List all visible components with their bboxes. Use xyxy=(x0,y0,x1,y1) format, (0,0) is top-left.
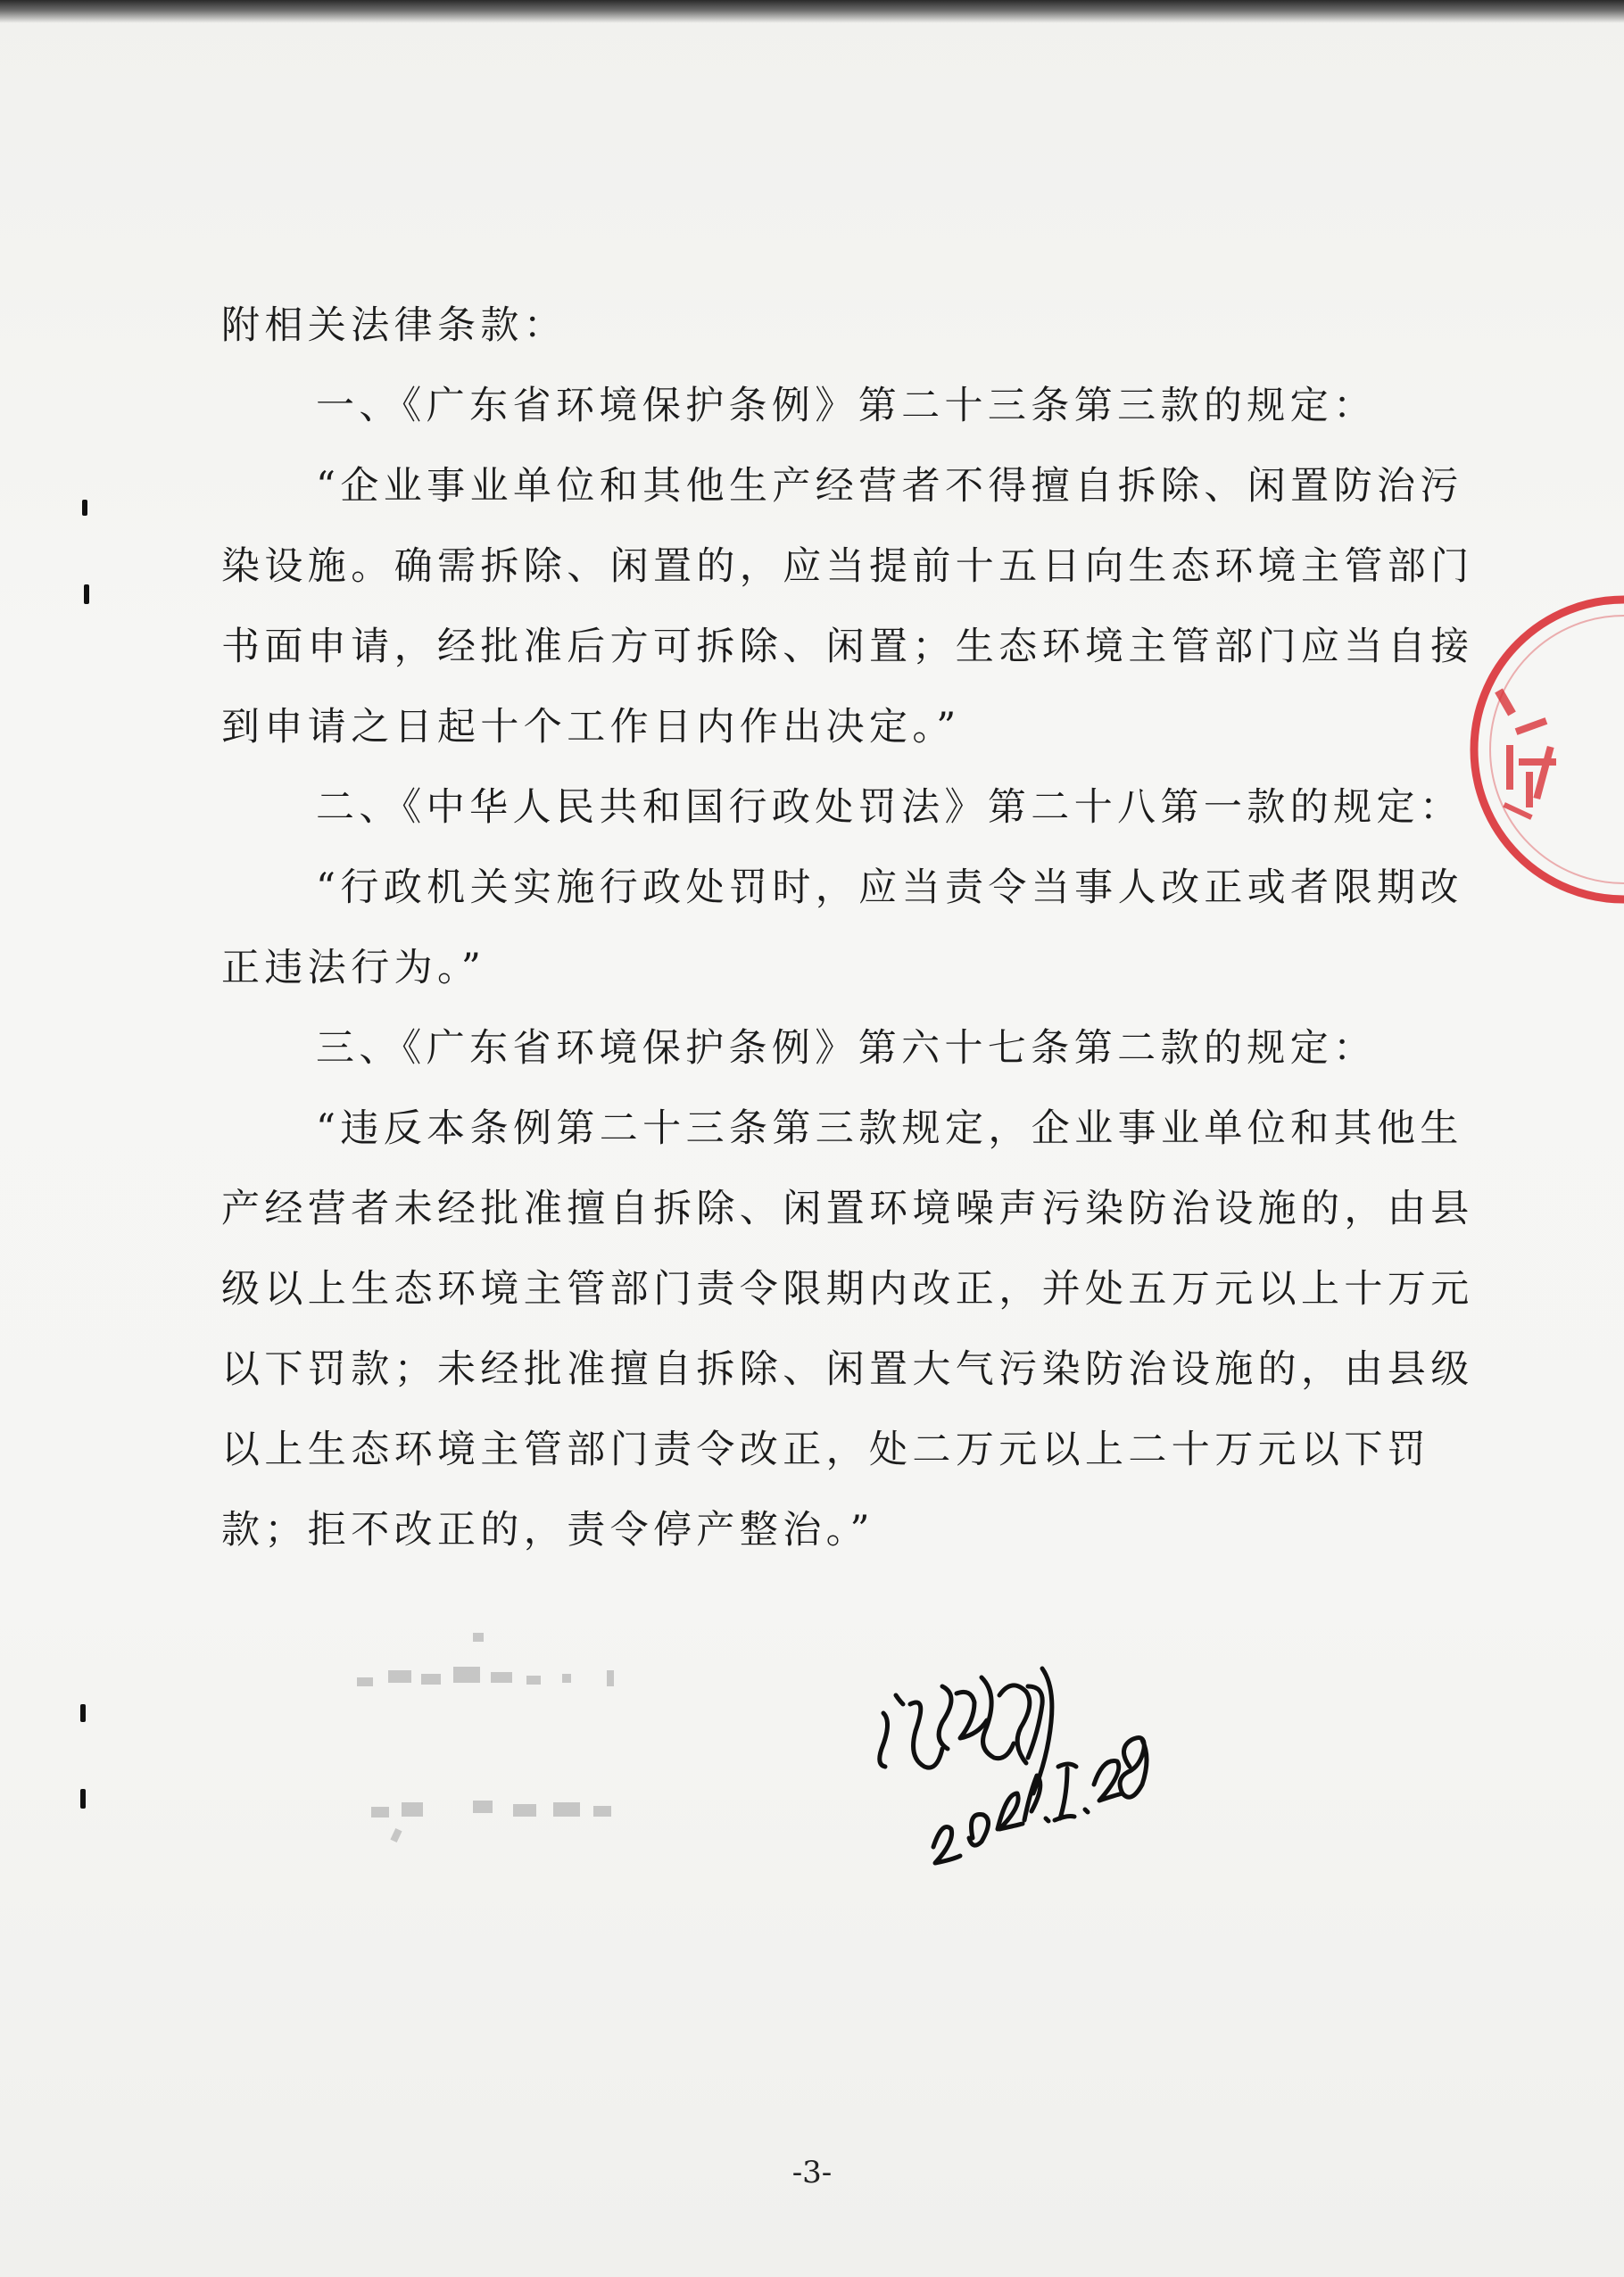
article-2-text xyxy=(221,848,1463,1008)
article-3-line: “违反本条例第二十三条第三款规定，企业事业单位和其他生 xyxy=(316,1106,1463,1151)
article-3-line: 以上生态环境主管部门责令改正，处二万元以上二十万元以下罚 xyxy=(221,1428,1431,1472)
scan-edge-shadow xyxy=(0,0,1624,23)
handwritten-signature xyxy=(857,1660,1178,1909)
article-1-line: “企业事业单位和其他生产经营者不得擅自拆除、闲置防治污 xyxy=(316,464,1463,509)
document-body xyxy=(221,286,1474,1570)
article-1-title: 一、《广东省环境保护条例》第二十三条第三款的规定： xyxy=(316,384,1377,428)
article-1-line: 染设施。确需拆除、闲置的，应当提前十五日向生态环境主管部门 xyxy=(221,544,1474,589)
article-3-line: 以下罚款；未经批准擅自拆除、闲置大气污染防治设施的，由县级 xyxy=(221,1347,1474,1392)
article-2-line: 正违法行为。” xyxy=(221,946,486,990)
article-3-line: 产经营者未经批准擅自拆除、闲置环境噪声污染防治设施的，由县 xyxy=(221,1187,1474,1231)
margin-mark xyxy=(84,584,89,604)
official-seal-stamp xyxy=(1463,589,1624,910)
margin-mark xyxy=(80,1704,86,1722)
margin-mark xyxy=(80,1789,86,1809)
article-1-text xyxy=(221,446,1474,767)
article-3-title: 三、《广东省环境保护条例》第六十七条第二款的规定： xyxy=(316,1026,1377,1071)
faint-stamp-impression xyxy=(339,1624,678,1856)
article-3-line: 级以上生态环境主管部门责令限期内改正，并处五万元以上十万元 xyxy=(221,1267,1474,1312)
article-1-line: 书面申请，经批准后方可拆除、闲置；生态环境主管部门应当自接 xyxy=(221,625,1474,669)
article-2-line: “行政机关实施行政处罚时，应当责令当事人改正或者限期改 xyxy=(316,865,1463,910)
appendix-heading: 附相关法律条款： xyxy=(221,303,568,348)
article-2-title: 二、《中华人民共和国行政处罚法》第二十八第一款的规定： xyxy=(316,785,1463,830)
margin-mark xyxy=(82,500,87,516)
article-3-text xyxy=(221,1089,1474,1570)
article-3-line: 款；拒不改正的，责令停产整治。” xyxy=(221,1508,874,1552)
page-number: -3- xyxy=(791,2155,833,2190)
article-1-line: 到申请之日起十个工作日内作出决定。” xyxy=(221,705,961,749)
